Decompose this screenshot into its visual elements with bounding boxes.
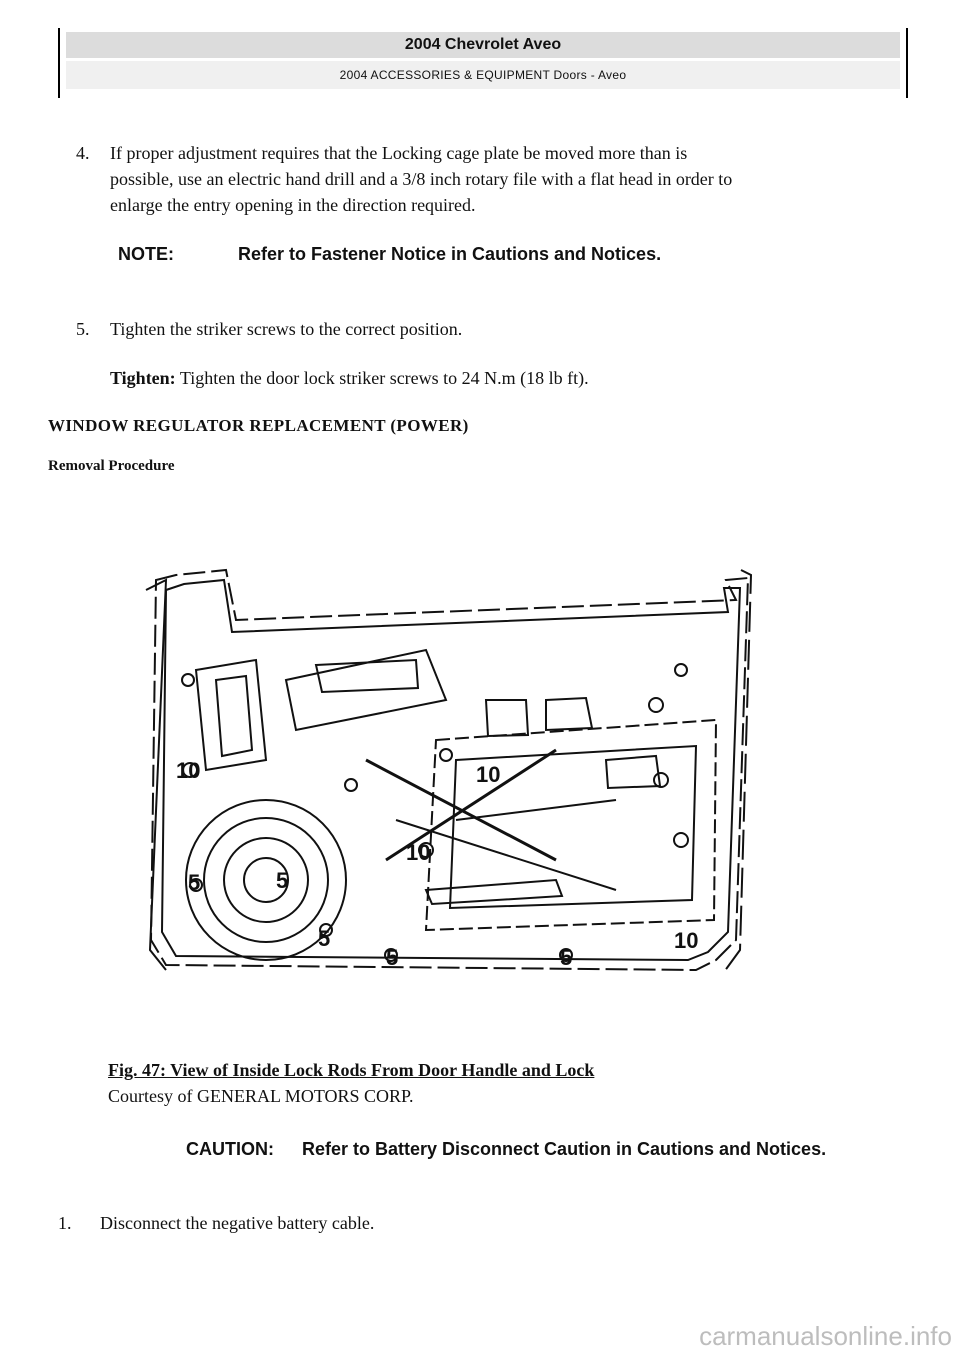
- page-header: [58, 28, 908, 98]
- step-5-number: 5.: [76, 319, 90, 339]
- figure-courtesy: Courtesy of GENERAL MOTORS CORP.: [108, 1086, 414, 1106]
- tighten-spec: [110, 368, 589, 389]
- step-5-text: Tighten the striker screws to the correct position.: [110, 319, 463, 339]
- watermark: carmanualsonline.info: [699, 1321, 952, 1351]
- note-text: Refer to Fastener Notice in Cautions and Notices.: [238, 244, 662, 264]
- callout-label: 10: [176, 758, 201, 783]
- tighten-label: Tighten:: [110, 368, 176, 388]
- header-title: 2004 Chevrolet Aveo: [66, 32, 900, 58]
- caution-label: CAUTION:: [186, 1139, 274, 1159]
- callout-label: 10: [406, 840, 431, 865]
- step-4-line-3: enlarge the entry opening in the direction required.: [110, 195, 476, 215]
- section-title: WINDOW REGULATOR REPLACEMENT (POWER): [48, 416, 469, 435]
- callout-label: 5: [276, 868, 289, 893]
- step-1: [58, 1213, 374, 1234]
- callout-label: 5: [188, 870, 201, 895]
- callout-label: 10: [674, 928, 699, 953]
- figure-caption: Fig. 47: View of Inside Lock Rods From Door Handle and Lock: [108, 1060, 595, 1080]
- header-subtitle: 2004 ACCESSORIES & EQUIPMENT Doors - Aveo: [66, 61, 900, 89]
- step-4-line-2: possible, use an electric hand drill and a 3/8 inch rotary file with a flat head in order to: [110, 169, 733, 189]
- note-label: NOTE:: [118, 244, 174, 264]
- step-4-number: 4.: [76, 143, 90, 163]
- subsection-title: Removal Procedure: [48, 458, 175, 474]
- step-1-text: Disconnect the negative battery cable.: [100, 1213, 375, 1233]
- door-regulator-diagram: [136, 560, 756, 990]
- step-5: [76, 316, 896, 344]
- callout-label: 5: [318, 926, 331, 951]
- callout-label: 5: [386, 945, 399, 970]
- caution-text: Refer to Battery Disconnect Caution in Cautions and Notices.: [302, 1139, 827, 1159]
- callout-label: 5: [560, 945, 573, 970]
- step-4: [76, 140, 896, 220]
- callout-label: 10: [476, 762, 501, 787]
- step-1-number: 1.: [58, 1213, 72, 1233]
- tighten-text: Tighten the door lock striker screws to 24 N.m (18 lb ft).: [179, 368, 589, 388]
- step-4-line-1: If proper adjustment requires that the Locking cage plate be moved more than is: [110, 143, 688, 163]
